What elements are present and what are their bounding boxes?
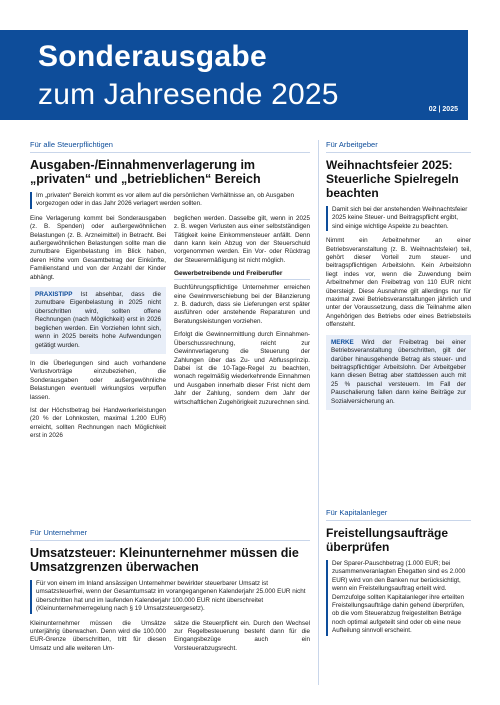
article-lead: Für von einem im Inland ansässigen Unternehmer bewirkter steuerbarer Umsatz ist umsatzsteuerfrei, wenn der Gesamtumsatz im vorangegangenen Kalenderjahr 25.000 EUR nicht überschritten hat und im laufenden Kalenderjahr 100.000 EUR nicht überschreitet (Kleinunternehmerregelung nach § 19 Umsatzsteuergesetz). [30, 580, 310, 614]
column-divider [318, 140, 319, 685]
article-christmas-party [326, 140, 471, 416]
article-body [30, 215, 310, 446]
practice-tip [35, 291, 161, 350]
paragraph: Nimmt ein Arbeitnehmer an einer Betriebsveranstaltung (z. B. Weihnachtsfeier) teil, gehört dieser Vorteil zum steuer- und beitragspflichtigen Arbeitslohn. Kein Arbeitslohn liegt indes vor, wenn die Zuwendung beim Arbeitnehmer den Freibetrag von 110 EUR nicht übersteigt. Diese Ausnahme gilt allerdings nur für maximal zwei Betriebsveranstaltungen jährlich und unter der Voraussetzung, dass die Teilnahme allen Angehörigen des Betriebs oder eines Betriebsteils offensteht. [326, 237, 471, 329]
subheading: Gewerbetreibende und Freiberufler [174, 270, 310, 280]
section-kicker: Für Unternehmer [30, 528, 310, 541]
practice-tip-label: PRAXISTIPP [35, 291, 73, 299]
section-kicker: Für alle Steuerpflichtigen [30, 140, 310, 153]
paragraph: sätze die Steuerpflicht ein. Durch den Wechsel zur Regelbesteuerung besteht dann für die Eingangsbezüge auch ein Vorsteuerabzugsrecht. [174, 619, 310, 652]
article-body [30, 620, 310, 659]
body-column-a [30, 215, 166, 446]
article-lead: Im „privaten“ Bereich kommt es vor allem auf die persönlichen Verhältnisse an, ob Ausgaben vorgezogen oder in das Jahr 2026 verlagert werden sollten. [30, 192, 310, 209]
article-title: Umsatzsteuer: Kleinunternehmer müssen die Umsatzgrenzen überwachen [30, 546, 299, 574]
article-income-shifting [30, 140, 310, 446]
note-box [326, 335, 471, 410]
body-column-b [174, 215, 310, 446]
practice-tip-text: Ist absehbar, dass die zumutbare Eigenbelastung in 2025 nicht überschritten wird, sollten offene Rechnungen (nach Möglichkeit) erst in 2026 beglichen werden. Ein Vorziehen lohnt sich, wenn in 2025 bereits hohe Aufwendungen getätigt wurden. [35, 291, 162, 349]
article-vat-small-business [30, 528, 310, 658]
paragraph: Eine Verlagerung kommt bei Sonderausgaben (z. B. Spenden) oder außergewöhnlichen Belastungen (z. B. Arzneimittel) in Betracht. Bei außergewöhnlichen Belastungen sollte man die zumutbare Eigenbelastung im Blick haben, deren Höhe vom Gesamtbetrag der Einkünfte, Familienstand und von der Anzahl der Kinder abhängt. [30, 214, 166, 281]
paragraph: Erfolgt die Gewinnermittlung durch Einnahmen-Überschussrechnung, reicht zur Gewinnverlagerung die Steuerung der Zahlungen über das Zu- und Abflussprinzip. Dabei ist die 10-Tage-Regel zu beachten, wonach regelmäßig wiederkehrende Einnahmen und Ausgaben innerhalb dieser Frist nicht dem Jahr der Zahlung, sondern dem Jahr der wirtschaftlichen Zugehörigkeit zuzurechnen sind. [174, 331, 310, 406]
masthead-subtitle: zum Jahresende 2025 [38, 78, 339, 111]
section-kicker: Für Kapitalanleger [326, 508, 471, 521]
practice-tip-box [30, 287, 166, 354]
article-title: Weihnachtsfeier 2025: Steuerliche Spielregeln beachten [326, 158, 459, 200]
note-text: Wird der Freibetrag bei einer Betriebsveranstaltung überschritten, gilt der darüber hinausgehende Betrag als steuer- und beitragspflichtiger Arbeitslohn. Der Arbeitgeber kann diesen Betrag aber stattdessen auch mit 25 % pauschal versteuern. Im Fall der Pauschalierung fallen dann keine Beiträge zur Sozialversicherung an. [331, 338, 466, 405]
note [331, 339, 466, 406]
paragraph: beglichen werden. Dasselbe gilt, wenn in 2025 z. B. wegen Verlusten aus einer selbstständigen Tätigkeit keine Einkommensteuer anfällt. Denn dann kann kein Abzug von der Steuerschuld vorgenommen werden. Ein Vor- oder Rücktrag der Steuerermäßigung ist nicht möglich. [174, 214, 310, 264]
article-exemption-orders [326, 508, 471, 642]
article-title: Ausgaben-/Einnahmenverlagerung im „privaten“ und „betrieblichen“ Bereich [30, 158, 261, 186]
masthead-title: Sonderausgabe [38, 40, 267, 73]
note-label: MERKE [331, 338, 354, 346]
article-lead: Damit sich bei der anstehenden Weihnachtsfeier 2025 keine Steuer- und Beitragspflicht ergibt, sind einige wichtige Aspekte zu beachten. [326, 206, 471, 231]
article-lead: Der Sparer-Pauschbetrag (1.000 EUR; bei zusammenveranlagten Ehegatten sind es 2.000 EUR) wird von den Banken nur berücksichtigt, wenn ein Freistellungsauftrag erteilt wird. Demzufolge sollten Kapitalanleger ihre erteilten Freistellungsaufträge dahin gehend überprüfen, ob die vom Steuerabzug freigestellten Beträge noch optimal aufgeteilt sind oder ob eine neue Aufteilung sinnvoll erscheint. [326, 560, 471, 636]
section-kicker: Für Arbeitgeber [326, 140, 471, 153]
masthead [0, 30, 468, 120]
paragraph: In die Überlegungen sind auch vorhandene Verlustvorträge einzubeziehen, die Sonderausgaben oder außergewöhnliche Belastungen eventuell wirkungslos verpuffen lassen. [30, 359, 166, 401]
issue-number: 02 | 2025 [428, 106, 458, 113]
article-title: Freistellungsaufträge überprüfen [326, 526, 449, 554]
paragraph: Buchführungspflichtige Unternehmer erreichen eine Gewinnverschiebung bei der Bilanzierung z. B. dadurch, dass sie Lieferungen erst später ausführen oder anstehende Reparaturen und Beratungsleistungen vorziehen. [174, 284, 310, 325]
paragraph: Ist der Höchstbetrag bei Handwerkerleistungen (20 % der Lohnkosten, maximal 1.200 EUR) erreicht, sollten Rechnungen nach Möglichkeit erst in 2026 [30, 406, 166, 440]
paragraph: Kleinunternehmer müssen die Umsätze unterjährig überwachen. Denn wird die 100.000 EUR-Grenze überschritten, tritt für diesen Umsatz und alle weiteren Um- [30, 619, 166, 652]
